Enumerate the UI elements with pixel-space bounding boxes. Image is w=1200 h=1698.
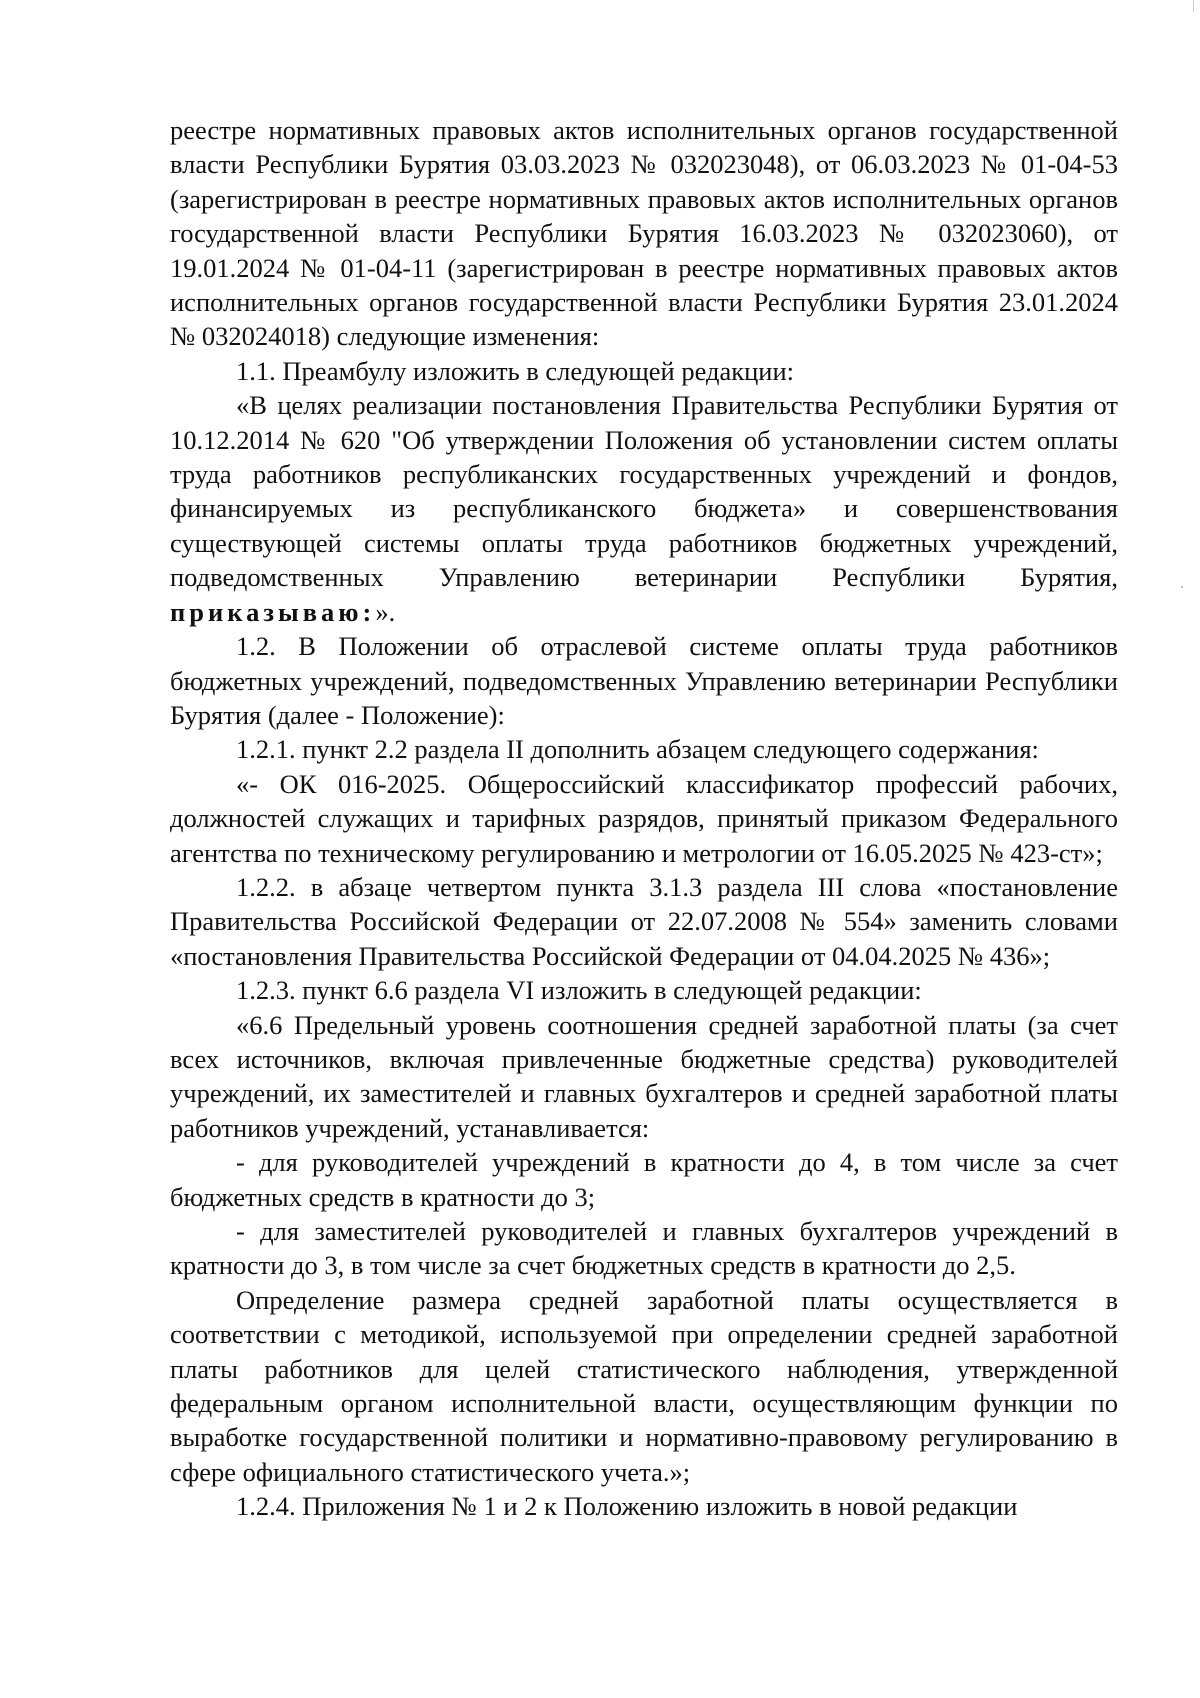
preamble-text: «В целях реализации постановления Правительства Республики Бурятия от 10.12.2014 № 620 "Об утверждении Положения об установлении систем оплаты труда работников республиканских государственных учреждений и фондов, финансируемых из республиканского бюджета» и совершенствования существующей системы оплаты труда работников бюджетных учреждений, подведомственных Управлению ветеринарии Республики Бурятия, [170, 390, 1118, 593]
preamble-closing: ». [375, 596, 396, 627]
document-body [170, 113, 1118, 1524]
paragraph-1-2-3: 1.2.3. пункт 6.6 раздела VI изложить в следующей редакции: [236, 975, 922, 1006]
paragraph-1-2: 1.2. В Положении об отраслевой системе оплаты труда работников бюджетных учреждений, подведомственных Управлению ветеринарии Республики Бурятия (далее - Положение): [170, 631, 1118, 730]
paragraph-salary-method: Определение размера средней заработной платы осуществляется в соответствии с методикой, используемой при определении средней заработной платы работников для целей статистического наблюдения, утвержденной федеральным органом исполнительной власти, осуществляющим функции по выработке государственной политики и нормативно-правовому регулированию в сфере официального статистического учета.»; [170, 1284, 1118, 1487]
paragraph-ok-016-quote: «- ОК 016-2025. Общероссийский классификатор профессий рабочих, должностей служащих и тарифных разрядов, принятый приказом Федерального агентства по техническому регулированию и метрологии от 16.05.2025 № 423-ст»; [170, 768, 1118, 868]
paragraph-1-2-2: 1.2.2. в абзаце четвертом пункта 3.1.3 раздела III слова «постановление Правительства Российской Федерации от 22.07.2008 № 554» заменить словами «постановления Правительства Российской Федерации от 04.04.2025 № 436»; [170, 871, 1118, 971]
paragraph-registry-continuation: реестре нормативных правовых актов исполнительных органов государственной власти Республики Бурятия 03.03.2023 № 032023048), от 06.03.2023 № 01-04-53 (зарегистрирован в реестре нормативных правовых актов исполнительных органов государственной власти Республики Бурятия 16.03.2023 № 032023060), от 19.01.2024 № 01-04-11 (зарегистрирован в реестре нормативных правовых актов исполнительных органов государственной власти Республики Бурятия 23.01.2024 № 032024018) следующие изменения: [170, 115, 1118, 352]
paragraph-preamble-text [170, 388, 1118, 629]
scan-dust-dot [1181, 586, 1183, 588]
paragraph-deputies-ratio: - для заместителей руководителей и главных бухгалтеров учреждений в кратности до 3, в том числе за счет бюджетных средств в кратности до 2,5. [170, 1216, 1118, 1281]
paragraph-6-6-quote: «6.6 Предельный уровень соотношения средней заработной платы (за счет всех источников, включая привлеченные бюджетные средства) руководителей учреждений, их заместителей и главных бухгалтеров и средней заработной платы работников учреждений, устанавливается: [170, 1009, 1118, 1143]
scan-edge-mark [1193, 0, 1194, 12]
paragraph-1-2-1: 1.2.1. пункт 2.2 раздела II дополнить абзацем следующего содержания: [236, 734, 1039, 765]
paragraph-heads-ratio: - для руководителей учреждений в кратности до 4, в том числе за счет бюджетных средств в кратности до 3; [170, 1147, 1118, 1212]
paragraph-1-1: 1.1. Преамбулу изложить в следующей редакции: [236, 355, 795, 386]
order-word: приказываю: [170, 596, 376, 627]
paragraph-1-2-4: 1.2.4. Приложения № 1 и 2 к Положению изложить в новой редакции [236, 1491, 1018, 1522]
